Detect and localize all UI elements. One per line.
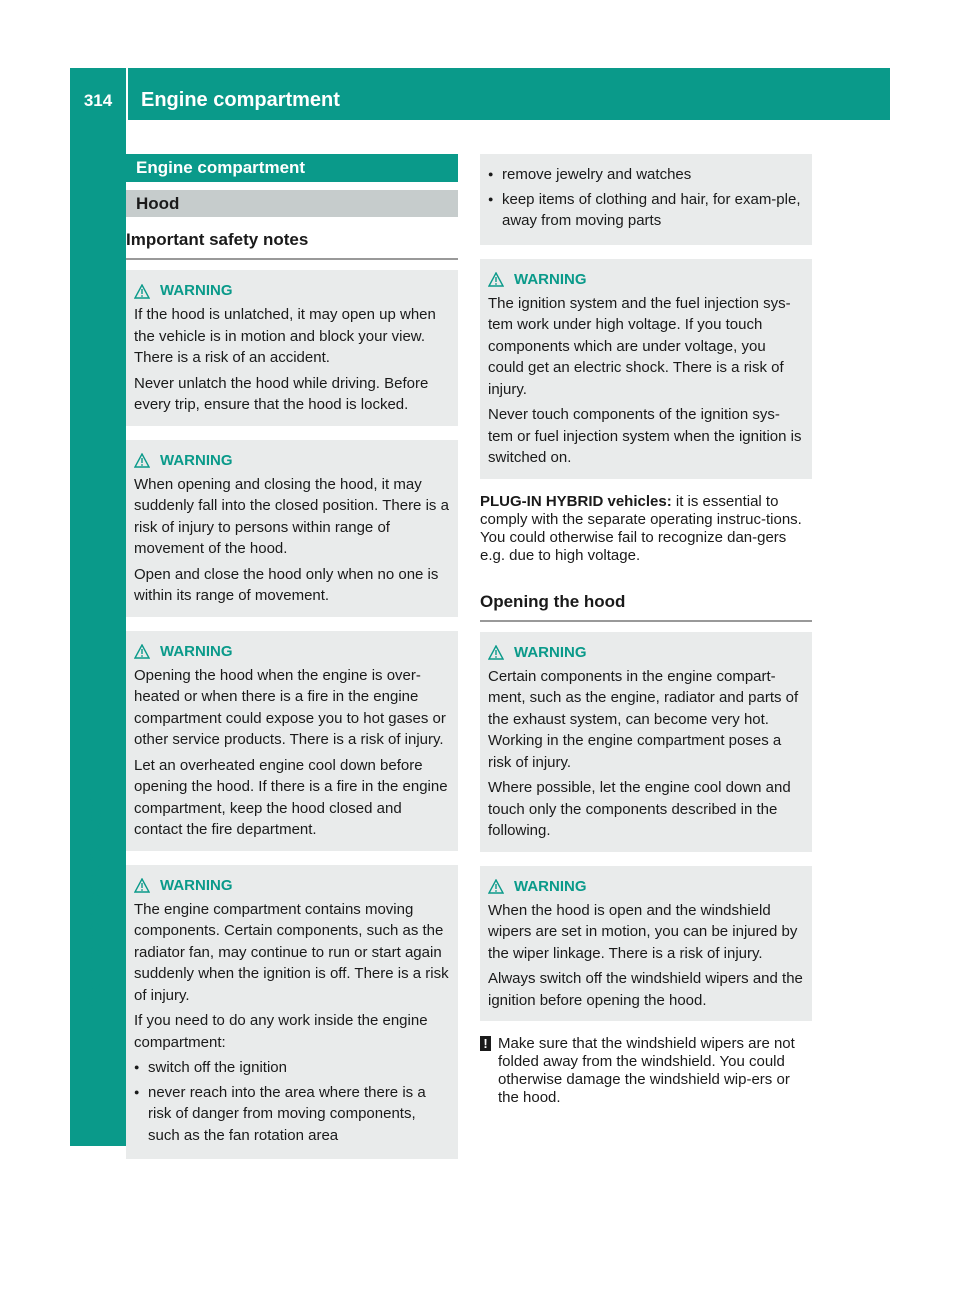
warning-label: WARNING [514,270,587,288]
plugin-hybrid-label: PLUG-IN HYBRID vehicles: [480,492,672,510]
warning-box [480,866,812,1022]
plugin-hybrid-text: it is essential to comply with the separate operating instruc-tions. You could otherwise fail to recognize dan-gers e.g. due to high voltage. [480,492,802,564]
subsection-title: Hood [126,190,458,217]
bullet-item: ● keep items of clothing and hair, for exam-ple, away from moving parts [488,189,804,232]
warning-triangle-icon [134,644,150,659]
exclamation-icon: ! [480,1036,491,1051]
warning-box [126,440,458,617]
warning-text: The engine compartment contains moving components. Certain components, such as the radiator fan, may continue to run or start again suddenly when the ignition is off. There is a risk of injury. [134,900,449,1004]
warning-text: Always switch off the windshield wipers and the ignition before opening the hood. [488,970,803,1009]
warning-text: Where possible, let the engine cool down and touch only the components described in the following. [488,779,791,839]
warning-text: Opening the hood when the engine is over-heated or when there is a fire in the engine compartment could expose you to hot gases or other service products. There is a risk of injury. [134,666,446,748]
warning-triangle-icon [134,453,150,468]
warning-text: The ignition system and the fuel injection sys-tem work under high voltage. If you touch components which are under voltage, you could get an electric shock. There is a risk of injury. [488,294,791,398]
warning-text: Open and close the hood only when no one is within its range of movement. [134,565,439,604]
note-paragraph [480,1035,812,1107]
warning-triangle-icon [488,645,504,660]
bullet-item: ● never reach into the area where there is a risk of danger from moving components, such as the fan rotation area [134,1082,450,1147]
section-title: Engine compartment [126,154,458,182]
warning-label: WARNING [160,451,233,469]
opening-hood-heading: Opening the hood [480,579,812,622]
warning-triangle-icon [134,284,150,299]
warning-box [480,632,812,852]
warning-triangle-icon [134,878,150,893]
right-column [480,154,812,1107]
warning-text: If the hood is unlatched, it may open up when the vehicle is in motion and block your view. There is a risk of an accident. [134,306,436,366]
warning-text: Let an overheated engine cool down before opening the hood. If there is a fire in the engine compartment, keep the hood closed and contact the fire department. [134,756,448,838]
warning-triangle-icon [488,879,504,894]
warning-label: WARNING [160,642,233,660]
sidebar-label: Maintenance and care [83,790,106,1010]
plugin-hybrid-paragraph [480,493,812,565]
warning-text: If you need to do any work inside the engine compartment: [134,1012,428,1051]
warning-text: When opening and closing the hood, it may suddenly fall into the closed position. There is a risk of injury to persons within range of movement of the hood. [134,475,449,557]
bullet-item: ● remove jewelry and watches [488,164,804,186]
warning-text: Never unlatch the hood while driving. Before every trip, ensure that the hood is locked. [134,374,429,413]
page-title: Engine compartment [141,89,340,111]
warning-label: WARNING [514,877,587,895]
warning-text: When the hood is open and the windshield wipers are set in motion, you can be injured by the wiper linkage. There is a risk of injury. [488,901,798,962]
left-column [126,154,458,1173]
warning-triangle-icon [488,272,504,287]
bullet-item: ● switch off the ignition [134,1057,450,1079]
warning-box [480,259,812,479]
warning-box [126,631,458,851]
warning-label: WARNING [514,643,587,661]
header-divider [126,68,128,120]
warning-label: WARNING [160,282,233,300]
sidebar-label-wrap [82,690,112,1010]
warning-text: Never touch components of the ignition sys-tem or fuel injection system when the ignition is switched on. [488,406,802,466]
note-text: Make sure that the windshield wipers are not folded away from the windshield. You could otherwise damage the windshield wip-ers or the hood. [498,1035,795,1106]
warning-label: WARNING [160,876,233,894]
warning-text: Certain components in the engine compart-ment, such as the engine, radiator and parts of the exhaust system, can become very hot. Working in the engine compartment poses a risk of injury. [488,667,799,771]
warning-continuation-box [480,154,812,245]
warning-box [126,865,458,1160]
safety-notes-heading: Important safety notes [126,217,458,260]
page-number: 314 [83,91,113,110]
warning-box [126,270,458,426]
